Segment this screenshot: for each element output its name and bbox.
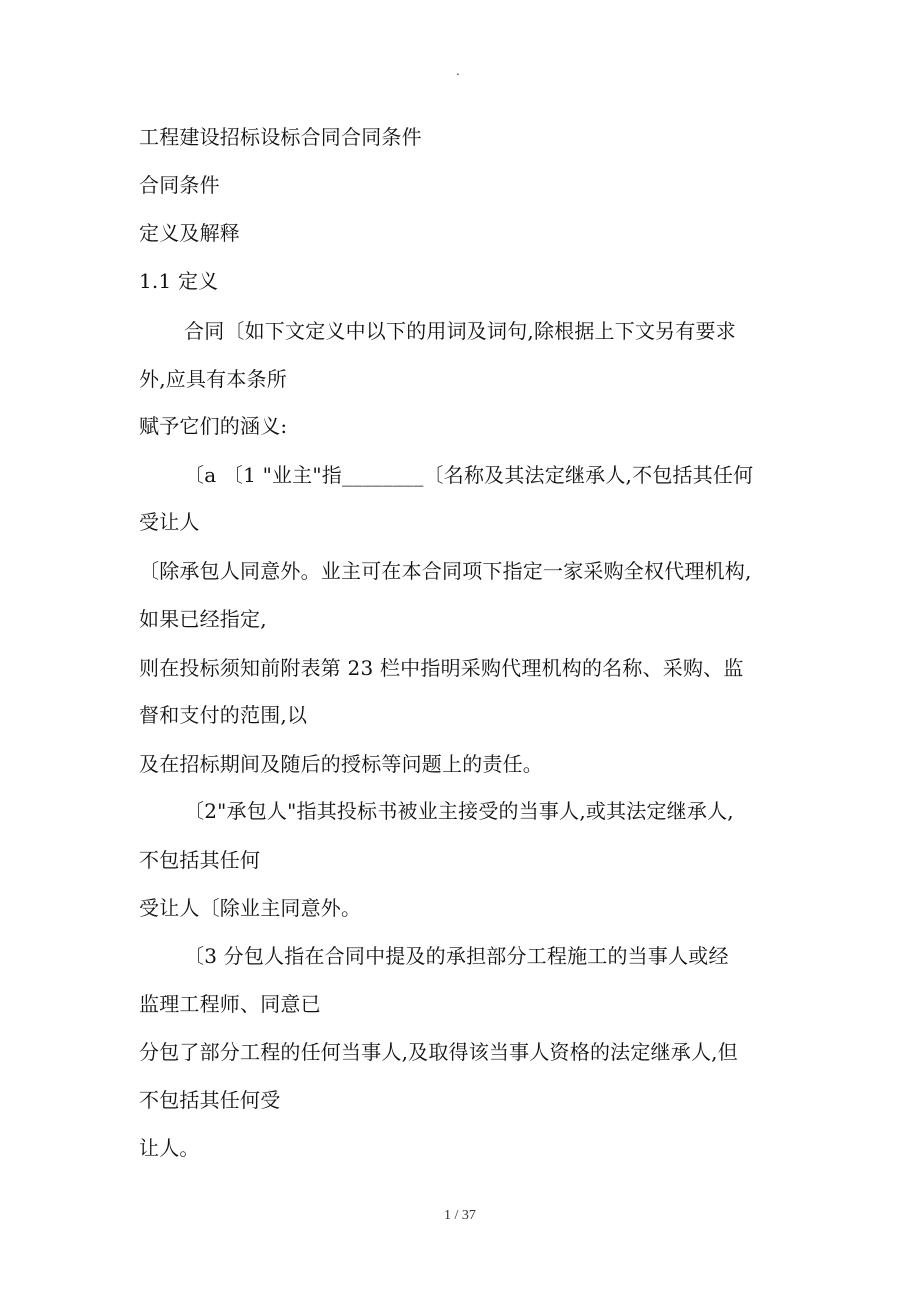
- paragraph-line: 〔a 〔1 "业主"指________〔名称及其法定继承人,不包括其任何: [184, 463, 754, 487]
- paragraph-line: 分包了部分工程的任何当事人,及取得该当事人资格的法定继承人,但: [139, 1040, 738, 1064]
- paragraph-line: 监理工程师、同意已: [139, 992, 321, 1016]
- page-number: 1 / 37: [444, 1208, 476, 1223]
- paragraph-line: 则在投标须知前附表第 23 栏中指明采购代理机构的名称、采购、监: [139, 656, 744, 680]
- paragraph-line: 合同〔如下文定义中以下的用词及词句,除根据上下文另有要求: [184, 319, 736, 343]
- paragraph-line: 〔除承包人同意外。业主可在本合同项下指定一家采购全权代理机构,: [139, 559, 752, 583]
- subsection-heading: 定义及解释: [139, 221, 240, 245]
- paragraph-line: 〔2"承包人"指其投标书被业主接受的当事人,或其法定继承人,: [184, 799, 734, 823]
- header-marker: .: [456, 64, 460, 78]
- section-heading: 合同条件: [139, 173, 220, 197]
- paragraph-line: 督和支付的范围,以: [139, 703, 308, 727]
- paragraph-line: 及在招标期间及随后的授标等问题上的责任。: [139, 752, 543, 776]
- paragraph-line: 如果已经指定,: [139, 607, 267, 631]
- paragraph-line: 让人。: [139, 1136, 200, 1160]
- paragraph-line: 〔3 分包人指在合同中提及的承担部分工程施工的当事人或经: [184, 944, 729, 968]
- document-title: 工程建设招标设标合同合同条件: [139, 125, 422, 149]
- paragraph-line: 赋予它们的涵义:: [139, 414, 288, 438]
- paragraph-line: 不包括其任何受: [139, 1088, 281, 1112]
- paragraph-line: 不包括其任何: [139, 848, 261, 872]
- clause-heading: 1.1 定义: [139, 269, 219, 293]
- paragraph-line: 受让人〔除业主同意外。: [139, 896, 362, 920]
- paragraph-line: 受让人: [139, 510, 200, 534]
- paragraph-line: 外,应具有本条所: [139, 367, 287, 391]
